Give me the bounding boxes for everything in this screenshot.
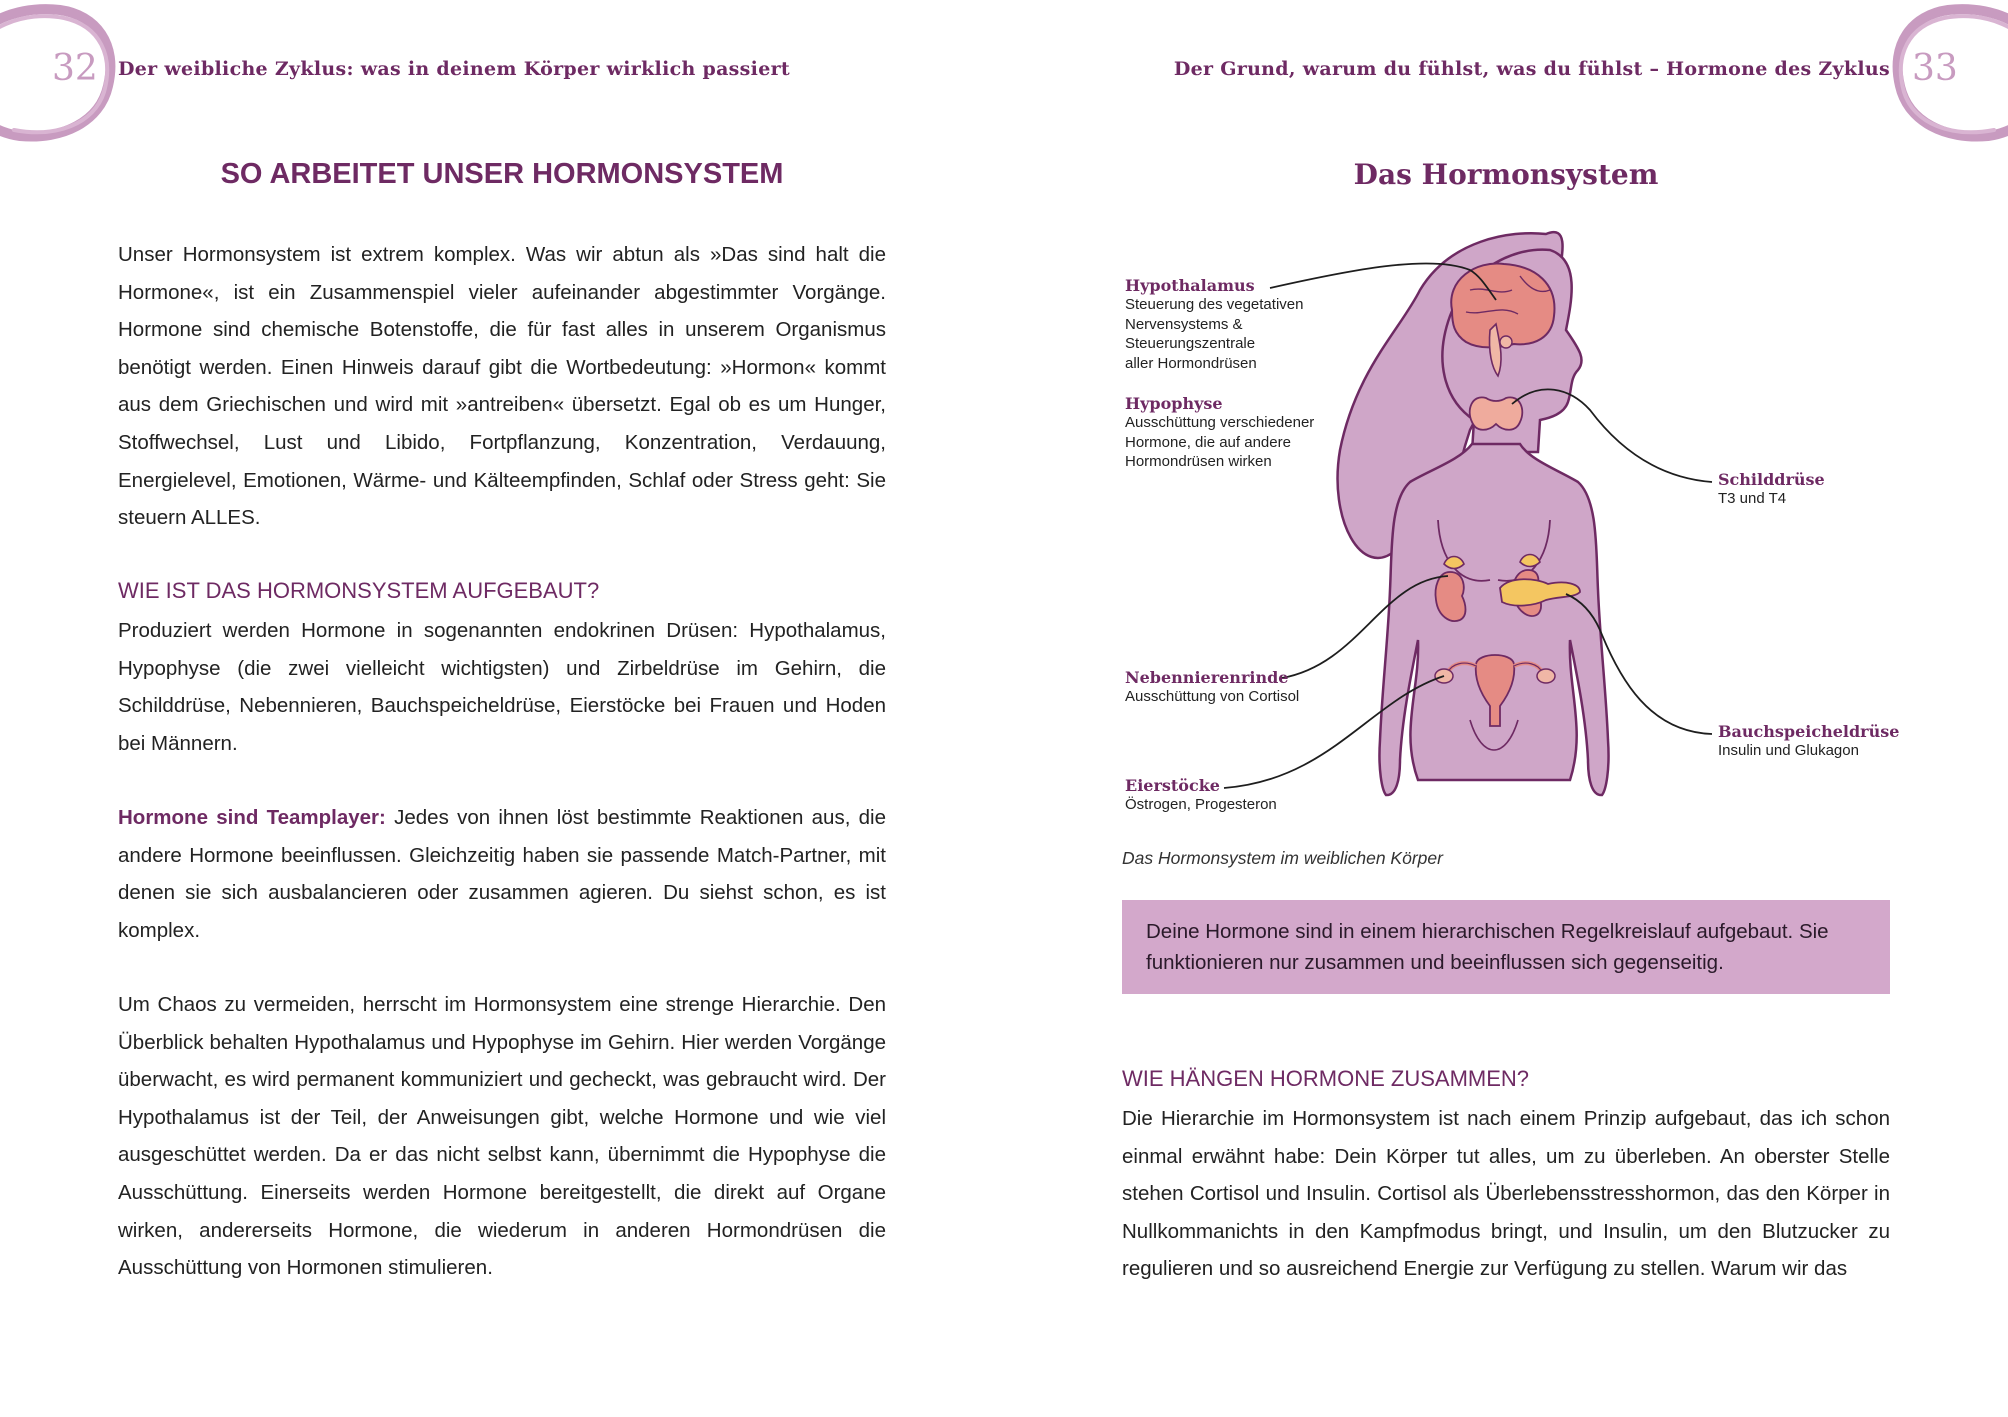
teamplayer-lead: Hormone sind Teamplayer:: [118, 806, 386, 829]
callout-box: [1122, 900, 1890, 994]
page-number-right: 33: [1912, 48, 1958, 89]
label-bauchspeicheldruese-title: Bauchspeicheldrüse: [1718, 722, 1900, 741]
label-hypothalamus-title: Hypothalamus: [1125, 276, 1255, 295]
zusammenhang-paragraph-text: Die Hierarchie im Hormonsystem ist nach einem Prinzip aufgebaut, das ich schon einmal erwähnt habe: Dein Körper tut alles, um zu überleben. An oberster Stelle stehen Cortisol und Insulin. Cortisol als Überlebensstresshormon, das den Körper in Nullkommanichts in den Kampfmodus bringt, und Insulin, um den Blutzucker zu regulieren und so ausreichend Energie zur Verfügung zu stellen. Warum wir das: [1122, 1107, 1890, 1281]
label-hypothalamus: [1125, 276, 1303, 373]
intro-paragraph: [118, 236, 886, 537]
label-eierstoecke-title: Eierstöcke: [1125, 776, 1220, 795]
callout-text: Deine Hormone sind in einem hierarchischen Regelkreislauf aufgebaut. Sie funktionieren nur zusammen und beeinflussen sich gegenseitig.: [1146, 920, 1829, 974]
label-schilddruese: [1718, 470, 1825, 509]
label-nebennierenrinde-line: Ausschüttung von Cortisol: [1125, 688, 1300, 705]
teamplayer-paragraph: [118, 799, 886, 949]
label-hypophyse-line: Hormone, die auf andere: [1125, 433, 1291, 451]
aufbau-paragraph-text: Produziert werden Hormone in sogenannten endokrinen Drüsen: Hypothalamus, Hypophyse (die zwei vielleicht wichtigsten) und Zirbeldrüse im Gehirn, die Schilddrüse, Nebennieren, Bauchspeicheldrüse, Eierstöcke bei Frauen und Hoden bei Männern.: [118, 619, 886, 755]
figure-caption: Das Hormonsystem im weiblichen Körper: [1122, 848, 1443, 868]
diagram-title: Das Hormonsystem: [1353, 158, 1659, 191]
zusammenhang-paragraph: [1122, 1100, 1890, 1288]
label-bauchspeicheldruese-line: Insulin und Glukagon: [1718, 742, 1859, 759]
label-eierstoecke: [1125, 776, 1277, 815]
running-head-left: Der weibliche Zyklus: was in deinem Körper wirklich passiert: [118, 58, 790, 80]
label-bauchspeicheldruese: [1718, 722, 1899, 761]
teamplayer-text: Jedes von ihnen löst bestimmte Reaktionen aus, die andere Hormone beeinflussen. Gleichzeitig haben sie passende Match-Partner, mit denen sie sich ausbalancieren oder zusammen agieren. Du siehst schon, es ist komplex.: [118, 806, 886, 942]
page-number-left: 32: [52, 48, 98, 89]
label-eierstoecke-line: Östrogen, Progesteron: [1125, 796, 1277, 813]
intro-paragraph-text: Unser Hormonsystem ist extrem komplex. Was wir abtun als »Das sind halt die Hormone«, ist ein Zusammenspiel vieler aufeinander abgestimmter Vorgänge. Hormone sind chemische Botenstoffe, die für fast alles in unserem Organismus benötigt werden. Einen Hinweis darauf gibt die Wortbedeutung: »Hormon« kommt aus dem Griechischen und wird mit »antreiben« übersetzt. Egal ob es um Hunger, Stoffwechsel, Lust und Libido, Fortpflanzung, Konzentration, Verdauung, Energielevel, Emotionen, Wärme- und Kälteempfinden, Schlaf oder Stress geht: Sie steuern ALLES.: [118, 243, 886, 530]
label-hypophyse-line: Hormondrüsen wirken: [1125, 453, 1272, 470]
hierarchy-paragraph-text: Um Chaos zu vermeiden, herrscht im Hormonsystem eine strenge Hierarchie. Den Überblick behalten Hypothalamus und Hypophyse im Gehirn. Hier werden Vorgänge überwacht, es wird permanent kommuniziert und gecheckt, was gebraucht wird. Der Hypothalamus ist der Teil, der Anweisungen gibt, welche Hormone und wie viel ausgeschüttet werden. Da er das nicht selbst kann, übernimmt die Hypophyse die Ausschüttung. Einerseits werden Hormone bereitgestellt, die direkt auf Organe wirken, andererseits Hormone, die wiederum in anderen Hormondrüsen die Ausschüttung von Hormonen stimulieren.: [118, 993, 886, 1280]
label-hypophyse-line: Ausschüttung verschiedener: [1125, 414, 1315, 431]
label-hypothalamus-line: aller Hormondrüsen: [1125, 354, 1257, 372]
brain-graphic: [1451, 263, 1554, 347]
subhead-aufbau: WIE IST DAS HORMONSYSTEM AUFGEBAUT?: [118, 578, 600, 603]
label-schilddruese-line: T3 und T4: [1718, 490, 1787, 507]
ovary-right-graphic: [1537, 669, 1555, 683]
label-nebennierenrinde: [1125, 668, 1299, 707]
hierarchy-paragraph: [118, 986, 886, 1287]
label-schilddruese-title: Schilddrüse: [1718, 470, 1825, 489]
label-hypophyse-title: Hypophyse: [1125, 394, 1223, 413]
label-hypothalamus-line: Steuerungszentrale: [1125, 335, 1256, 352]
subhead-zusammenhang: WIE HÄNGEN HORMONE ZUSAMMEN?: [1122, 1066, 1530, 1091]
label-nebennierenrinde-title: Nebennierenrinde: [1125, 668, 1289, 687]
section-title-left: SO ARBEITET UNSER HORMONSYSTEM: [220, 158, 784, 190]
label-hypothalamus-line: Nervensystems &: [1125, 315, 1243, 333]
torso-shape: [1379, 444, 1608, 795]
label-hypothalamus-line: Steuerung des vegetativen: [1125, 296, 1304, 313]
label-hypophyse: [1125, 394, 1314, 472]
running-head-right: Der Grund, warum du fühlst, was du fühlst – Hormone des Zyklus: [1173, 58, 1890, 80]
aufbau-paragraph: [118, 612, 886, 762]
